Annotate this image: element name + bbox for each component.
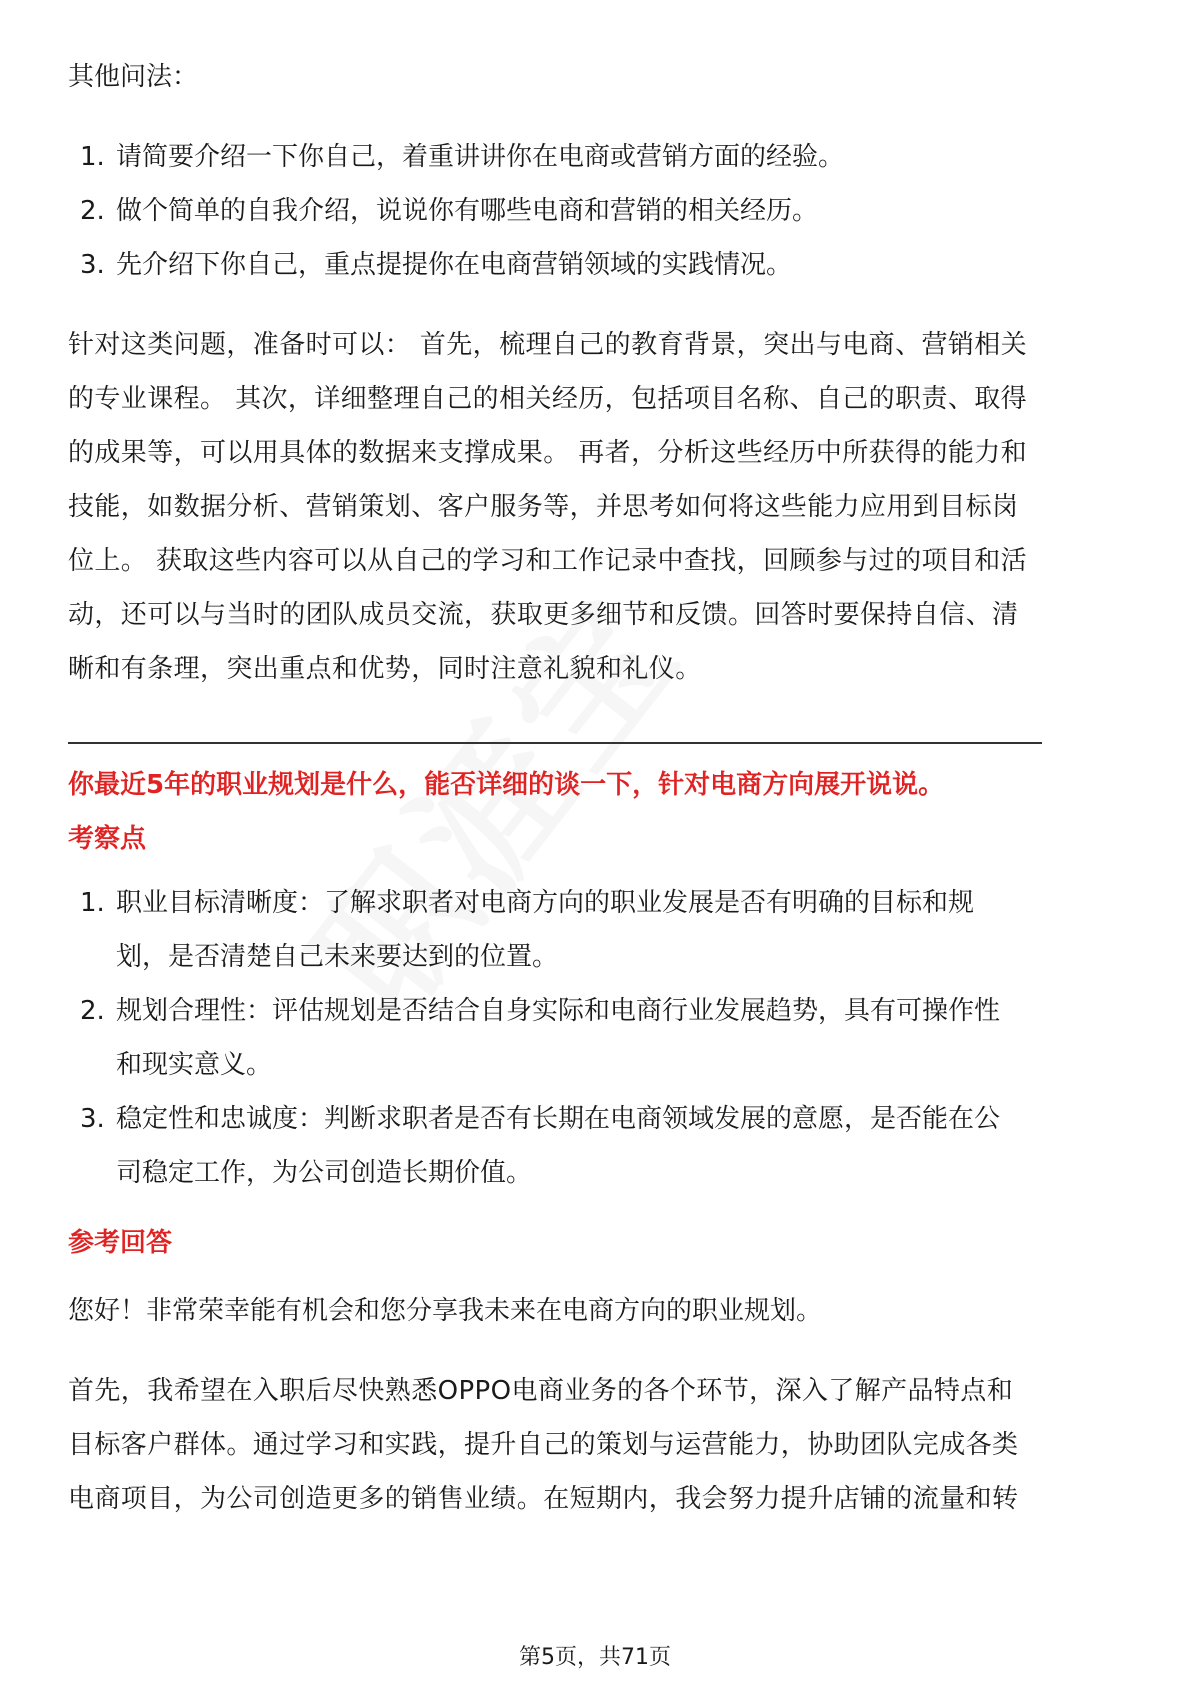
paragraph-line: 针对这类问题，准备时可以： 首先，梳理自己的教育背景，突出与电商、营销相关 — [68, 330, 1028, 360]
list-number: 2. — [80, 996, 105, 1026]
points-heading: 考察点 — [68, 824, 147, 854]
alt-questions-list — [68, 130, 1128, 292]
list-text: 稳定性和忠诚度：判断求职者是否有长期在电商领域发展的意愿，是否能在公 — [116, 1104, 1001, 1134]
list-number: 2. — [80, 196, 105, 226]
list-item — [68, 238, 1128, 292]
paragraph-line: 位上。 获取这些内容可以从自己的学习和工作记录中查找，回顾参与过的项目和活 — [68, 546, 1028, 576]
list-item — [68, 130, 1128, 184]
paragraph-line: 目标客户群体。通过学习和实践，提升自己的策划与运营能力，协助团队完成各类 — [68, 1430, 1019, 1460]
list-text: 做个简单的自我介绍，说说你有哪些电商和营销的相关经历。 — [116, 196, 819, 226]
list-text: 司稳定工作，为公司创造长期价值。 — [116, 1158, 533, 1188]
page-number-footer: 第5页，共71页 — [519, 1645, 671, 1670]
list-text: 职业目标清晰度：了解求职者对电商方向的职业发展是否有明确的目标和规 — [116, 888, 975, 918]
list-text: 请简要介绍一下你自己，着重讲讲你在电商或营销方面的经验。 — [116, 142, 845, 172]
answer-paragraph — [68, 1364, 1128, 1526]
answer-heading: 参考回答 — [68, 1228, 173, 1258]
paragraph-line: 晰和有条理，突出重点和优势，同时注意礼貌和礼仪。 — [68, 654, 702, 684]
answer-intro: 您好！非常荣幸能有机会和您分享我未来在电商方向的职业规划。 — [68, 1296, 823, 1326]
paragraph-line: 的成果等，可以用具体的数据来支撑成果。 再者，分析这些经历中所获得的能力和 — [68, 438, 1028, 468]
list-text: 划，是否清楚自己未来要达到的位置。 — [116, 942, 559, 972]
list-number: 1. — [80, 142, 105, 172]
paragraph-line: 的专业课程。 其次，详细整理自己的相关经历，包括项目名称、自己的职责、取得 — [68, 384, 1028, 414]
interview-question: 你最近5年的职业规划是什么，能否详细的谈一下，针对电商方向展开说说。 — [68, 770, 945, 800]
list-number: 3. — [80, 1104, 105, 1134]
list-number: 3. — [80, 250, 105, 280]
points-list — [68, 876, 1128, 1200]
paragraph-line: 技能，如数据分析、营销策划、客户服务等，并思考如何将这些能力应用到目标岗 — [68, 492, 1019, 522]
list-text: 先介绍下你自己，重点提提你在电商营销领域的实践情况。 — [116, 250, 793, 280]
advice-paragraph — [68, 318, 1128, 696]
list-item — [68, 984, 1128, 1092]
list-item — [68, 1092, 1128, 1200]
list-text: 和现实意义。 — [116, 1050, 273, 1080]
paragraph-line: 电商项目，为公司创造更多的销售业绩。在短期内，我会努力提升店铺的流量和转 — [68, 1484, 1019, 1514]
list-item — [68, 184, 1128, 238]
alt-questions-heading: 其他问法： — [68, 62, 199, 92]
section-divider — [68, 742, 1042, 744]
paragraph-line: 首先，我希望在入职后尽快熟悉OPPO电商业务的各个环节，深入了解产品特点和 — [68, 1376, 1014, 1406]
list-text: 规划合理性：评估规划是否结合自身实际和电商行业发展趋势，具有可操作性 — [116, 996, 1001, 1026]
list-item — [68, 876, 1128, 984]
paragraph-line: 动，还可以与当时的团队成员交流，获取更多细节和反馈。回答时要保持自信、清 — [68, 600, 1019, 630]
list-number: 1. — [80, 888, 105, 918]
